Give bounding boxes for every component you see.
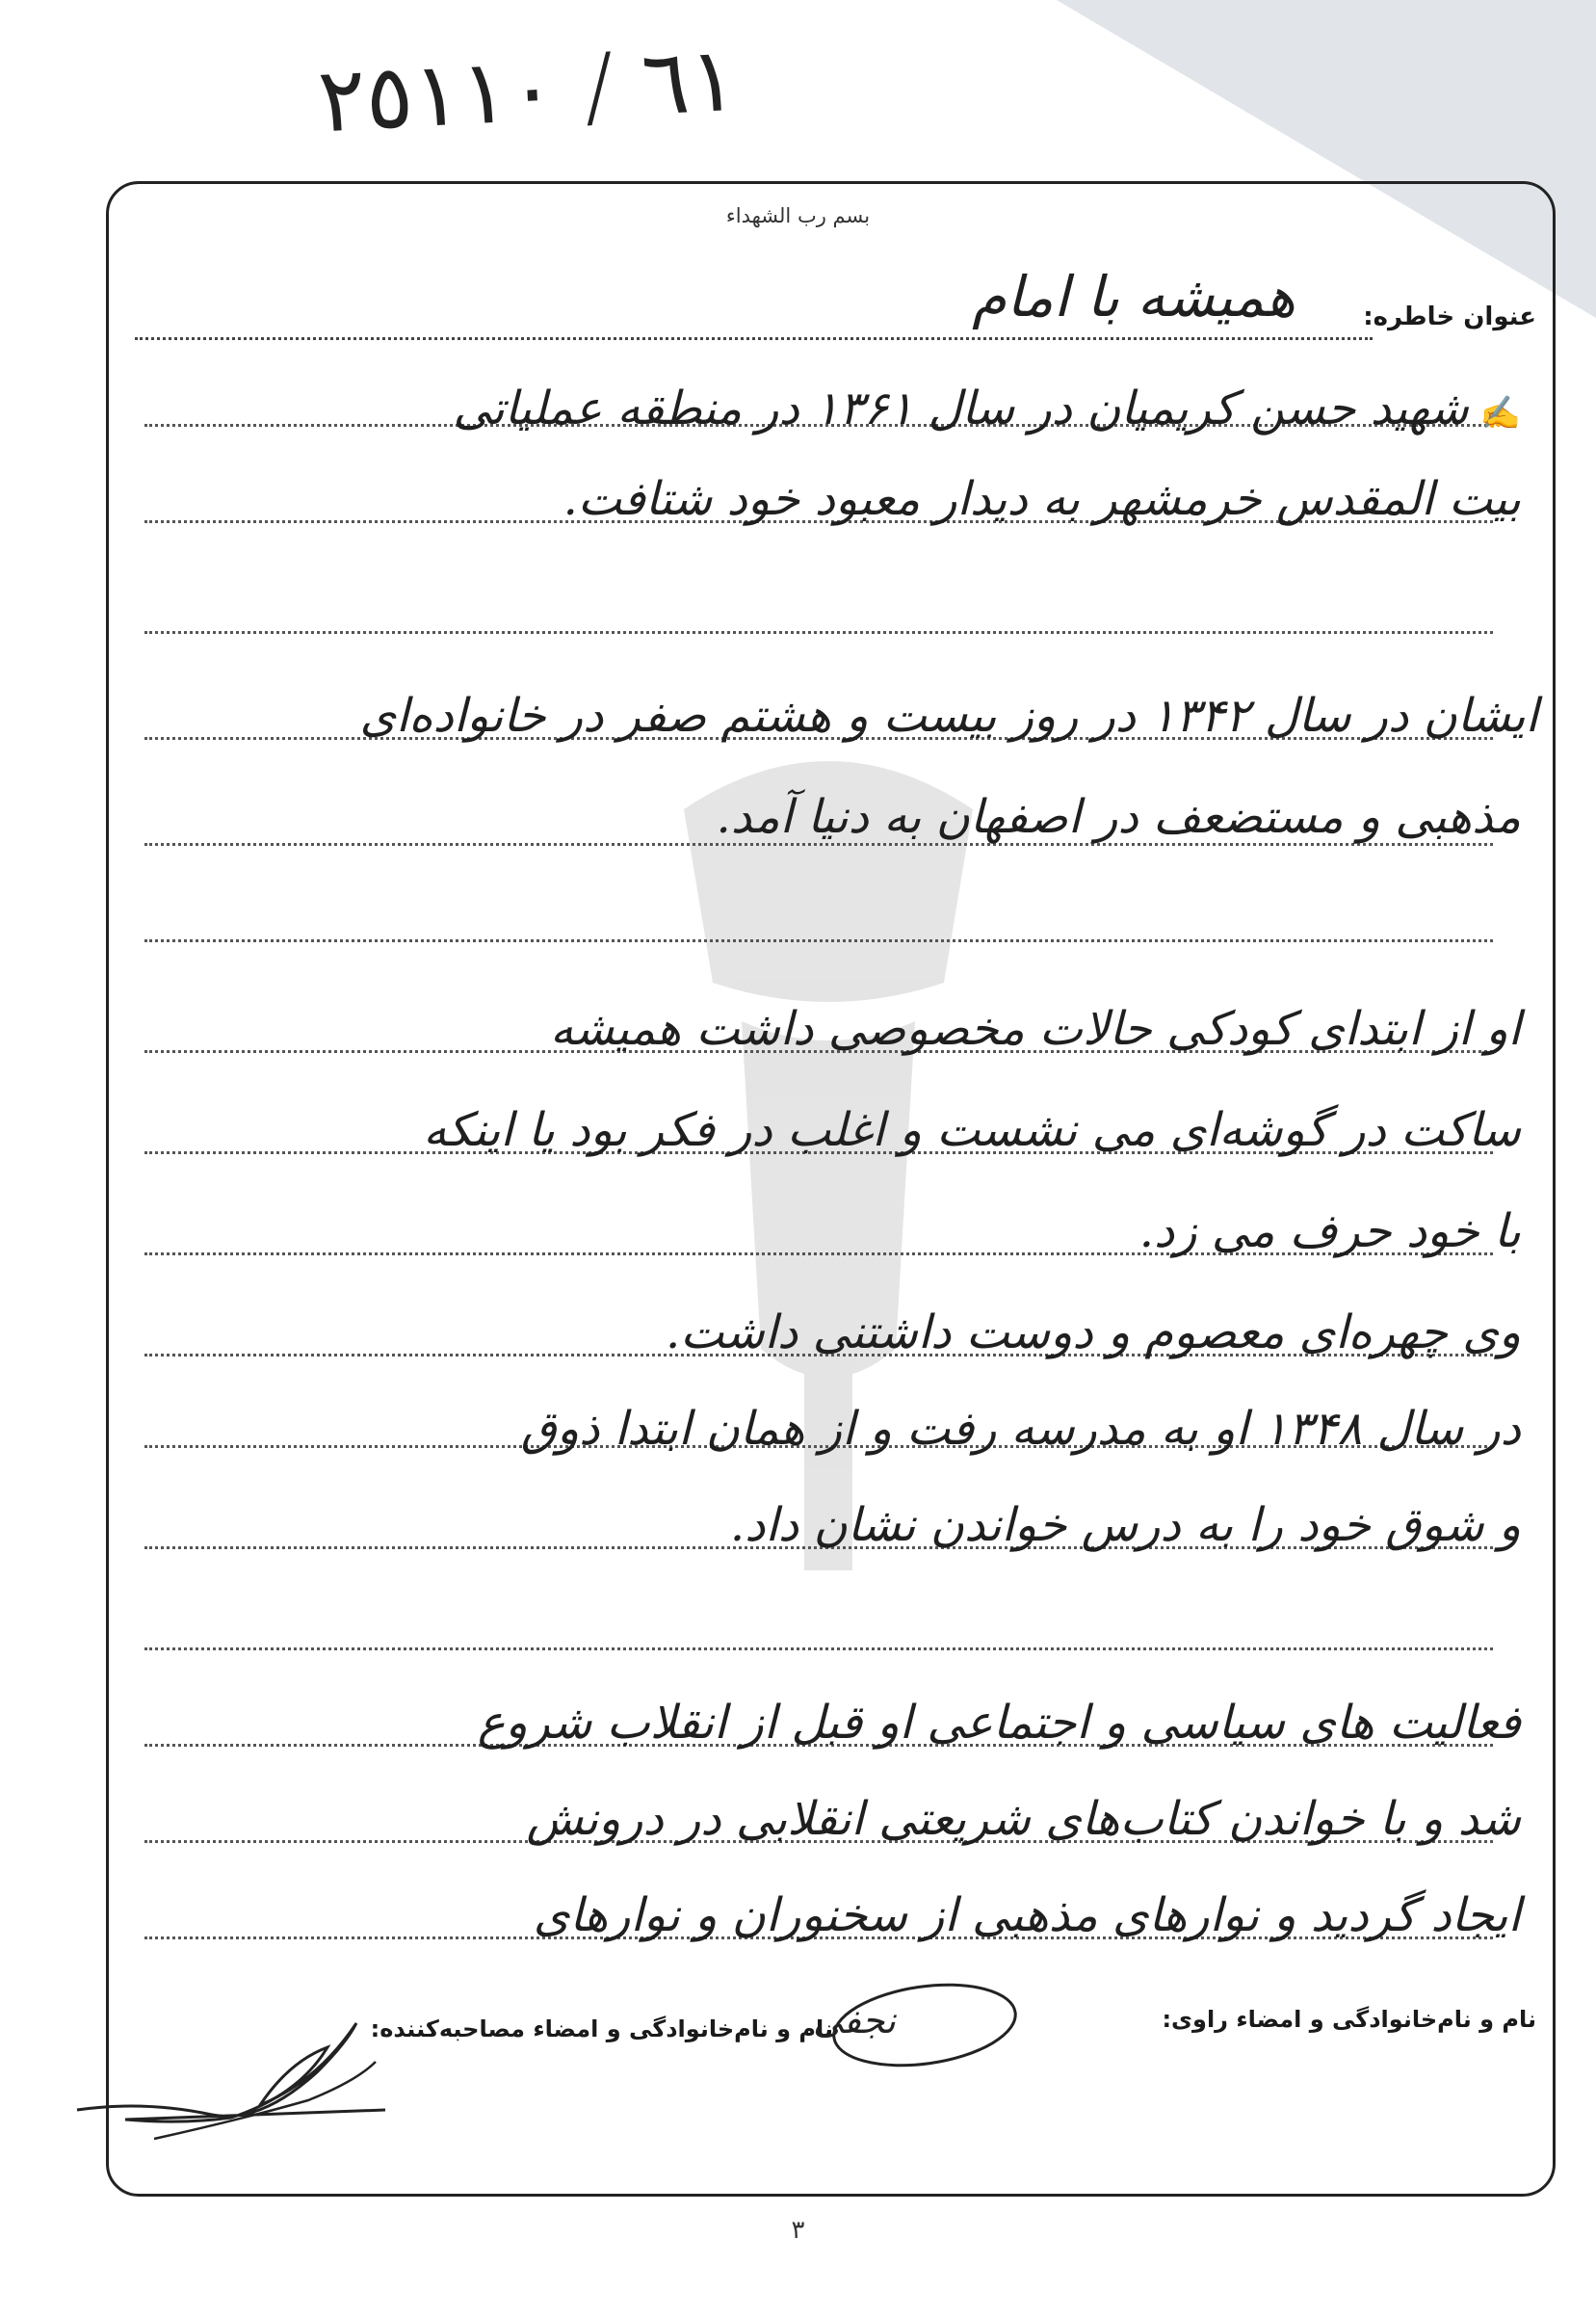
narrator-signature — [67, 2004, 395, 2158]
pen-icon: ✍ — [1479, 394, 1521, 433]
ruled-line — [144, 631, 1493, 634]
handwritten-line: وی چهره‌ای معصوم و دوست داشتنی داشت. — [666, 1305, 1521, 1359]
reference-number: ٦١ / ٢٥١١٠ — [315, 27, 740, 153]
memory-title-row — [135, 264, 1536, 347]
handwritten-line-text: شهید حسن کریمیان در سال ۱۳۶۱ در منطقه عملیاتی — [453, 382, 1469, 435]
interviewer-signature-text: نجفی — [812, 1999, 896, 2041]
narrator-signature-label: نام و نام‌خانوادگی و امضاء راوی: — [1162, 2006, 1536, 2033]
memory-title-value: همیشه با امام — [972, 264, 1295, 329]
handwritten-line: ایشان در سال ۱۳۴۲ در روز بیست و هشتم صفر در خانواده‌ای — [359, 689, 1538, 743]
interviewer-signature — [812, 1965, 1031, 2081]
title-dotted-line — [135, 337, 1373, 340]
ruled-line — [144, 939, 1493, 942]
handwritten-line: مذهبی و مستضعف در اصفهان به دنیا آمد. — [716, 790, 1521, 844]
handwritten-line: ساکت در گوشه‌ای می نشست و اغلب در فکر بود یا اینکه — [423, 1103, 1521, 1157]
page-number: ۳ — [791, 2216, 805, 2245]
watermark-emblem — [626, 732, 1031, 1599]
basmala-heading: بسم رب الشهداء — [725, 204, 871, 227]
handwritten-line: و شوق خود را به درس خواندن نشان داد. — [729, 1498, 1521, 1552]
memory-title-label: عنوان خاطره: — [1363, 303, 1536, 331]
ruled-line — [144, 1647, 1493, 1650]
handwritten-line: با خود حرف می زد. — [1138, 1204, 1521, 1258]
handwritten-line: ایجاد گردید و نوارهای مذهبی از سخنوران و نوارهای — [533, 1888, 1521, 1942]
handwritten-line — [453, 382, 1521, 435]
handwritten-line: در سال ۱۳۴۸ او به مدرسه رفت و از همان ابتدا ذوق — [520, 1402, 1521, 1456]
interviewer-signature-label: نام و نام‌خانوادگی و امضاء مصاحبه‌کننده: — [370, 2015, 833, 2042]
handwritten-line: بیت المقدس خرمشهر به دیدار معبود خود شتافت. — [563, 472, 1521, 526]
handwritten-line: او از ابتدای کودکی حالات مخصوصی داشت همیشه — [550, 1002, 1521, 1056]
handwritten-line: شد و با خواندن کتاب‌های شریعتی انقلابی در درونش — [526, 1792, 1521, 1846]
handwritten-line: فعالیت های سیاسی و اجتماعی او قبل از انقلاب شروع — [477, 1696, 1521, 1750]
